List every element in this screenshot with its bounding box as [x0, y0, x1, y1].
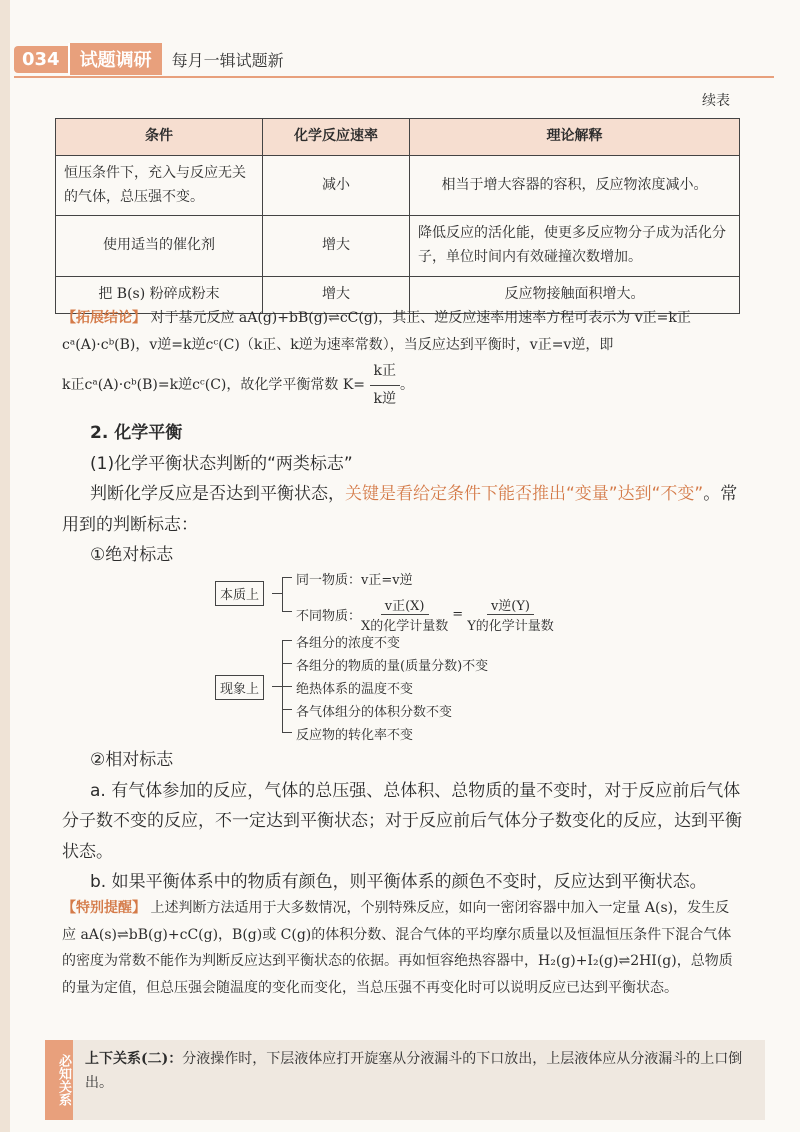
- diff-prefix: 不同物质：: [296, 609, 362, 624]
- cell-condition: 使用适当的催化剂: [56, 216, 263, 277]
- must-know-tag: 必知关系: [45, 1040, 73, 1120]
- rate-fraction-y: [467, 595, 554, 634]
- connector: [282, 640, 292, 641]
- same-substance-rule: 同一物质：v正=v逆: [296, 573, 413, 588]
- k-numerator: k正: [370, 358, 400, 386]
- section-2-title: 2. 化学平衡: [90, 423, 183, 443]
- special-note: [62, 895, 742, 1001]
- rate-x-den: X的化学计量数: [361, 619, 449, 634]
- judgment-text-b: 。常用到的判断标志：: [62, 484, 738, 535]
- connector: [282, 686, 292, 687]
- rate-x-num: v正(X): [381, 595, 429, 615]
- cell-rate: 减小: [263, 155, 410, 216]
- connector: [282, 732, 292, 733]
- extension-text-1: 对于基元反应 aA(g)+bB(g)⇌cC(g)，其正、逆反应速率用速率方程可表示为 v正=k正cᵃ(A)·cᵇ(B)，v逆=k逆cᶜ(C)（k正、k逆为速率常数），当反应达到平衡时，v正=v逆，即: [62, 310, 691, 353]
- must-know-text: 分液操作时，下层液体应打开旋塞从分液漏斗的下口放出，上层液体应从分液漏斗的上口倒出。: [85, 1051, 743, 1091]
- special-label: 【特别提醒】: [62, 900, 146, 916]
- conditions-table: [55, 118, 740, 314]
- judgment-paragraph: [62, 479, 742, 540]
- header-divider: [14, 76, 774, 78]
- rate-fraction-x: [361, 595, 448, 634]
- page-header: [14, 44, 284, 74]
- table-row: [56, 216, 740, 277]
- relative-signs: [62, 745, 742, 898]
- different-substance-rule: [296, 595, 554, 634]
- list-item: 绝热体系的温度不变: [296, 682, 414, 697]
- continued-label: 续表: [702, 93, 730, 109]
- subsection-title: (1)化学平衡状态判断的“两类标志”: [90, 453, 353, 474]
- connector: [282, 709, 292, 710]
- must-know-box: [45, 1040, 765, 1120]
- equals-sign: =: [452, 607, 464, 622]
- connector: [282, 663, 292, 664]
- relative-rule-b: b. 如果平衡体系中的物质有颜色，则平衡体系的颜色不变时，反应达到平衡状态。: [90, 872, 707, 893]
- special-text: 上述判断方法适用于大多数情况，个别特殊反应，如向一密闭容器中加入一定量 A(s)，发生反应 aA(s)⇌bB(g)+cC(g)，B(g)或 C(g)的体积分数、混合气体的平均摩尔质量以及恒温恒压条件下混合气体的密度为常数不能作为判断反应达到平衡状态的依据。再如恒容绝热容器中，H₂(g)+I₂(g)⇌2HI(g)，总物质的量为定值，但总压强会随温度的变化而变化，当总压强不再变化时可以说明反应已达到平衡状态。: [62, 900, 733, 996]
- col-explanation: 理论解释: [410, 119, 740, 156]
- cell-explanation: 相当于增大容器的容积，反应物浓度减小。: [410, 155, 740, 216]
- must-know-title: 上下关系(二)：: [85, 1051, 183, 1067]
- judgment-highlight: 关键是看给定条件下能否推出“变量”达到“不变”: [345, 484, 704, 505]
- list-item: 各气体组分的体积分数不变: [296, 705, 453, 720]
- extension-text-2: k正cᵃ(A)·cᵇ(B)=k逆cᶜ(C)，故化学平衡常数 K=: [62, 377, 366, 394]
- rate-y-den: Y的化学计量数: [467, 619, 554, 634]
- bracket-line: [282, 577, 283, 611]
- connector: [272, 686, 282, 687]
- header-subtitle: 每月一辑试题新: [171, 50, 284, 70]
- connector: [282, 611, 292, 612]
- extension-end: 。: [399, 377, 414, 394]
- relative-sign-title: ②相对标志: [90, 750, 174, 770]
- essence-box: 本质上: [215, 581, 264, 606]
- must-know-content: [85, 1048, 745, 1096]
- cell-explanation: 反应物接触面积增大。: [410, 276, 740, 313]
- extension-label: 【拓展结论】: [62, 310, 146, 326]
- k-fraction: [370, 358, 400, 412]
- list-item: 各组分的物质的量(质量分数)不变: [296, 659, 489, 674]
- connector: [282, 577, 292, 578]
- cell-rate: 增大: [263, 276, 410, 313]
- section-2: [62, 418, 742, 571]
- extension-note: [62, 305, 742, 412]
- k-denominator: k逆: [373, 390, 396, 407]
- relative-rule-a: a. 有气体参加的反应，气体的总压强、总体积、总物质的量不变时，对于反应前后气体分子数不变的反应，不一定达到平衡状态；对于反应前后气体分子数变化的反应，达到平衡状态。: [62, 780, 742, 862]
- cell-explanation: 降低反应的活化能，使更多反应物分子成为活化分子，单位时间内有效碰撞次数增加。: [410, 216, 740, 277]
- col-condition: 条件: [56, 119, 263, 156]
- table-header-row: [56, 119, 740, 156]
- list-item: 反应物的转化率不变: [296, 728, 414, 743]
- page-spine: [0, 0, 10, 1132]
- list-item: 各组分的浓度不变: [296, 636, 401, 651]
- page-number: 034: [14, 46, 68, 73]
- rate-y-num: v逆(Y): [487, 595, 534, 615]
- cell-condition: 恒压条件下，充入与反应无关的气体，总压强不变。: [56, 155, 263, 216]
- criteria-diagram: [60, 573, 750, 743]
- col-rate: 化学反应速率: [263, 119, 410, 156]
- judgment-text-a: 判断化学反应是否达到平衡状态，: [90, 484, 345, 505]
- section-title: 试题调研: [68, 43, 162, 75]
- absolute-sign-title: ①绝对标志: [90, 545, 174, 566]
- cell-condition: 把 B(s) 粉碎成粉末: [56, 276, 263, 313]
- phenomena-box: 现象上: [215, 675, 264, 700]
- cell-rate: 增大: [263, 216, 410, 277]
- connector: [272, 593, 282, 594]
- table-row: [56, 155, 740, 216]
